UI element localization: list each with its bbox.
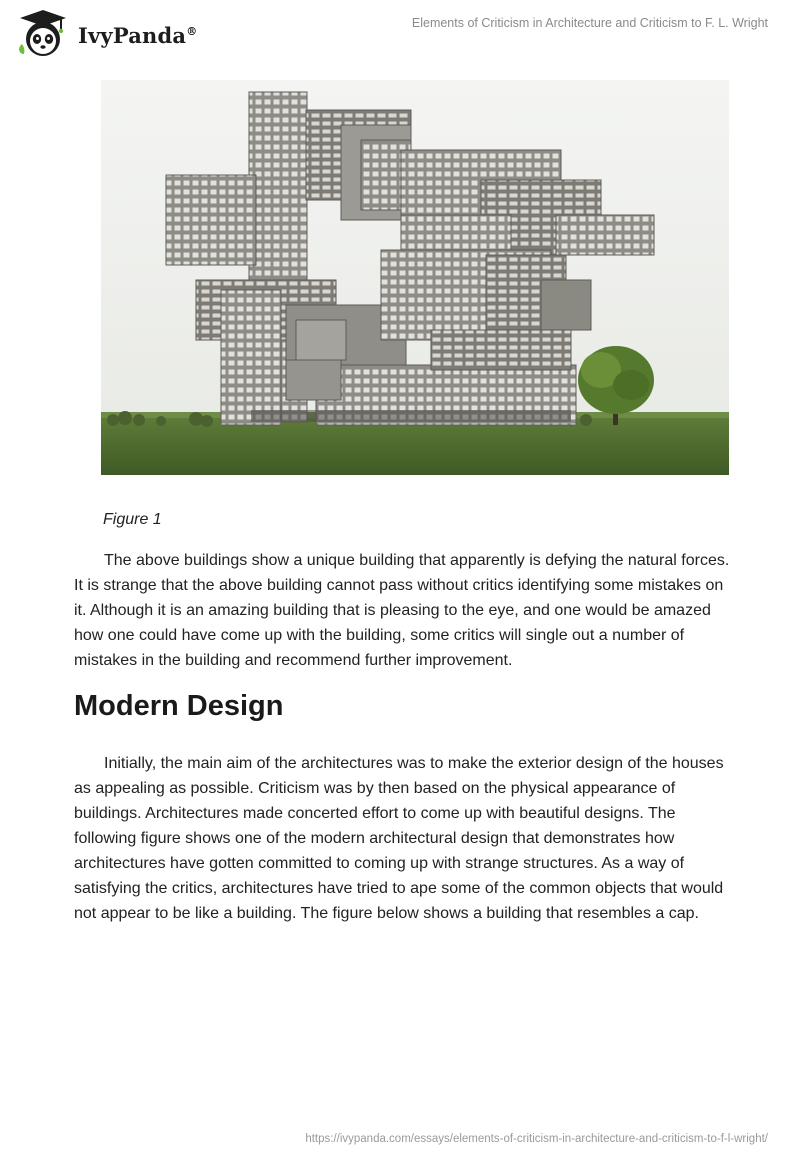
page-header xyxy=(0,0,800,70)
paragraph-2: Initially, the main aim of the architectures was to make the exterior design of the houses as appealing as possible. Criticism was by then based on the physical appearance of buildings. Architectures made concerted effort to come up with beautiful designs. The following figure shows one of the modern architectural design that demonstrates how architectures have gotten committed to coming up with strange structures. As a way of satisfying the critics, architectures have tried to ape some of the common objects that would not appear to be like a building. The figure below shows a building that resembles a cap. xyxy=(74,755,724,922)
source-url[interactable]: https://ivypanda.com/essays/elements-of-criticism-in-architecture-and-criticism-to-f-l-wright/ xyxy=(305,1133,768,1145)
brand-name: IvyPanda® xyxy=(78,22,198,48)
stacked-building-illustration xyxy=(101,80,729,475)
brand-logo[interactable] xyxy=(14,8,197,58)
document-title: Elements of Criticism in Architecture and Criticism to F. L. Wright xyxy=(411,16,768,30)
figure-caption: Figure 1 xyxy=(103,511,162,528)
paragraph-1: The above buildings show a unique building that apparently is defying the natural forces. It is strange that the above building cannot pass without critics identifying some mistakes on it. Although it is an amazing building that is pleasing to the eye, and one would be amazed how one could have come up with the building, some critics will single out a number of mistakes in the building and recommend further improvement. xyxy=(74,552,730,669)
panda-logo-icon xyxy=(14,8,72,58)
figure-image xyxy=(101,80,729,475)
section-heading: Modern Design xyxy=(74,690,284,722)
